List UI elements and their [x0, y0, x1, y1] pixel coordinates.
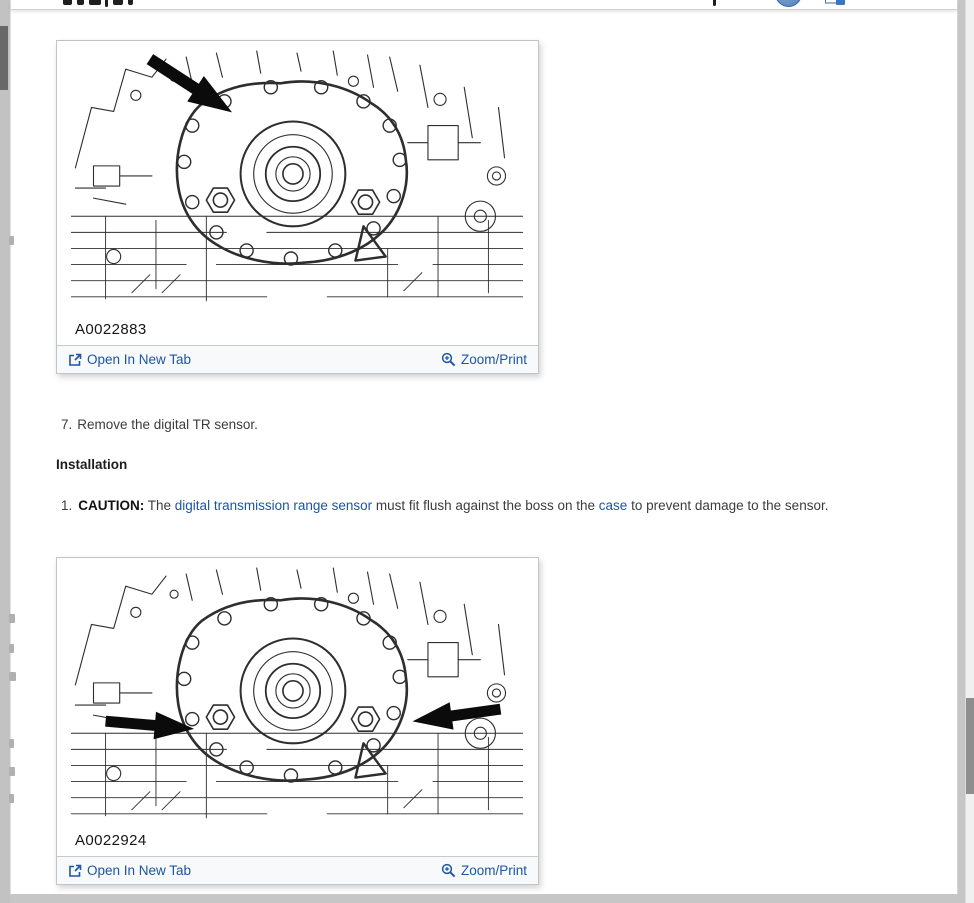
clipped-title-text [113, 0, 123, 5]
open-in-new-tab-label: Open In New Tab [87, 352, 192, 367]
open-in-new-tab-label: Open In New Tab [87, 863, 192, 878]
clipped-background-text [9, 672, 16, 681]
clipped-background-text [9, 739, 14, 748]
caution-step [61, 498, 951, 513]
zoom-print-label: Zoom/Print [460, 863, 527, 878]
open-in-new-tab-icon [68, 353, 82, 367]
vertical-scrollbar-track[interactable] [965, 0, 974, 903]
zoom-print-link[interactable] [441, 863, 527, 878]
clipped-title-text [713, 0, 716, 6]
caution-label: CAUTION: [78, 498, 145, 513]
clipped-title-text [105, 0, 108, 7]
figure-illustration [65, 564, 529, 836]
step-text: Remove the digital TR sensor. [77, 417, 258, 432]
content-panel [10, 0, 958, 894]
clipped-title-text [89, 0, 101, 5]
step-number: 7. [61, 417, 73, 432]
figure-toolbar [57, 345, 538, 373]
figure-caption: A0022924 [75, 832, 147, 849]
link-digital-transmission-range-sensor[interactable]: digital transmission range sensor [174, 498, 373, 513]
left-scrollbar-thumb[interactable] [0, 26, 8, 90]
zoom-print-label: Zoom/Print [460, 352, 527, 367]
figure-panel [56, 40, 539, 374]
top-toolbar [11, 0, 957, 10]
step-7 [61, 417, 258, 432]
caution-text: must fit flush against the boss on the [372, 498, 599, 513]
step-number: 1. [61, 498, 73, 513]
open-in-new-tab-link[interactable] [68, 863, 191, 878]
clipped-background-text [9, 236, 14, 245]
installation-heading: Installation [56, 457, 128, 472]
vertical-scrollbar-thumb[interactable] [966, 698, 974, 794]
zoom-magnifier-icon [441, 863, 456, 878]
clipped-title-text [77, 0, 84, 5]
clipped-background-text [9, 794, 14, 803]
clipped-background-text [9, 767, 15, 776]
figure-caption: A0022883 [75, 321, 147, 338]
caution-text: to prevent damage to the sensor. [627, 498, 829, 513]
print-icon[interactable] [822, 0, 846, 6]
figure-panel [56, 557, 539, 885]
figure-illustration [65, 47, 529, 319]
figure-image [57, 41, 538, 345]
clipped-background-text [9, 614, 15, 623]
caution-text: The [144, 498, 175, 513]
clipped-title-text [128, 0, 133, 5]
figure-image [57, 558, 538, 856]
open-in-new-tab-icon [68, 864, 82, 878]
clipped-title-text [63, 0, 72, 5]
figure-toolbar [57, 856, 538, 884]
clipped-background-text [9, 644, 14, 653]
link-case[interactable]: case [598, 498, 628, 513]
zoom-magnifier-icon [441, 352, 456, 367]
zoom-print-link[interactable] [441, 352, 527, 367]
open-in-new-tab-link[interactable] [68, 352, 191, 367]
